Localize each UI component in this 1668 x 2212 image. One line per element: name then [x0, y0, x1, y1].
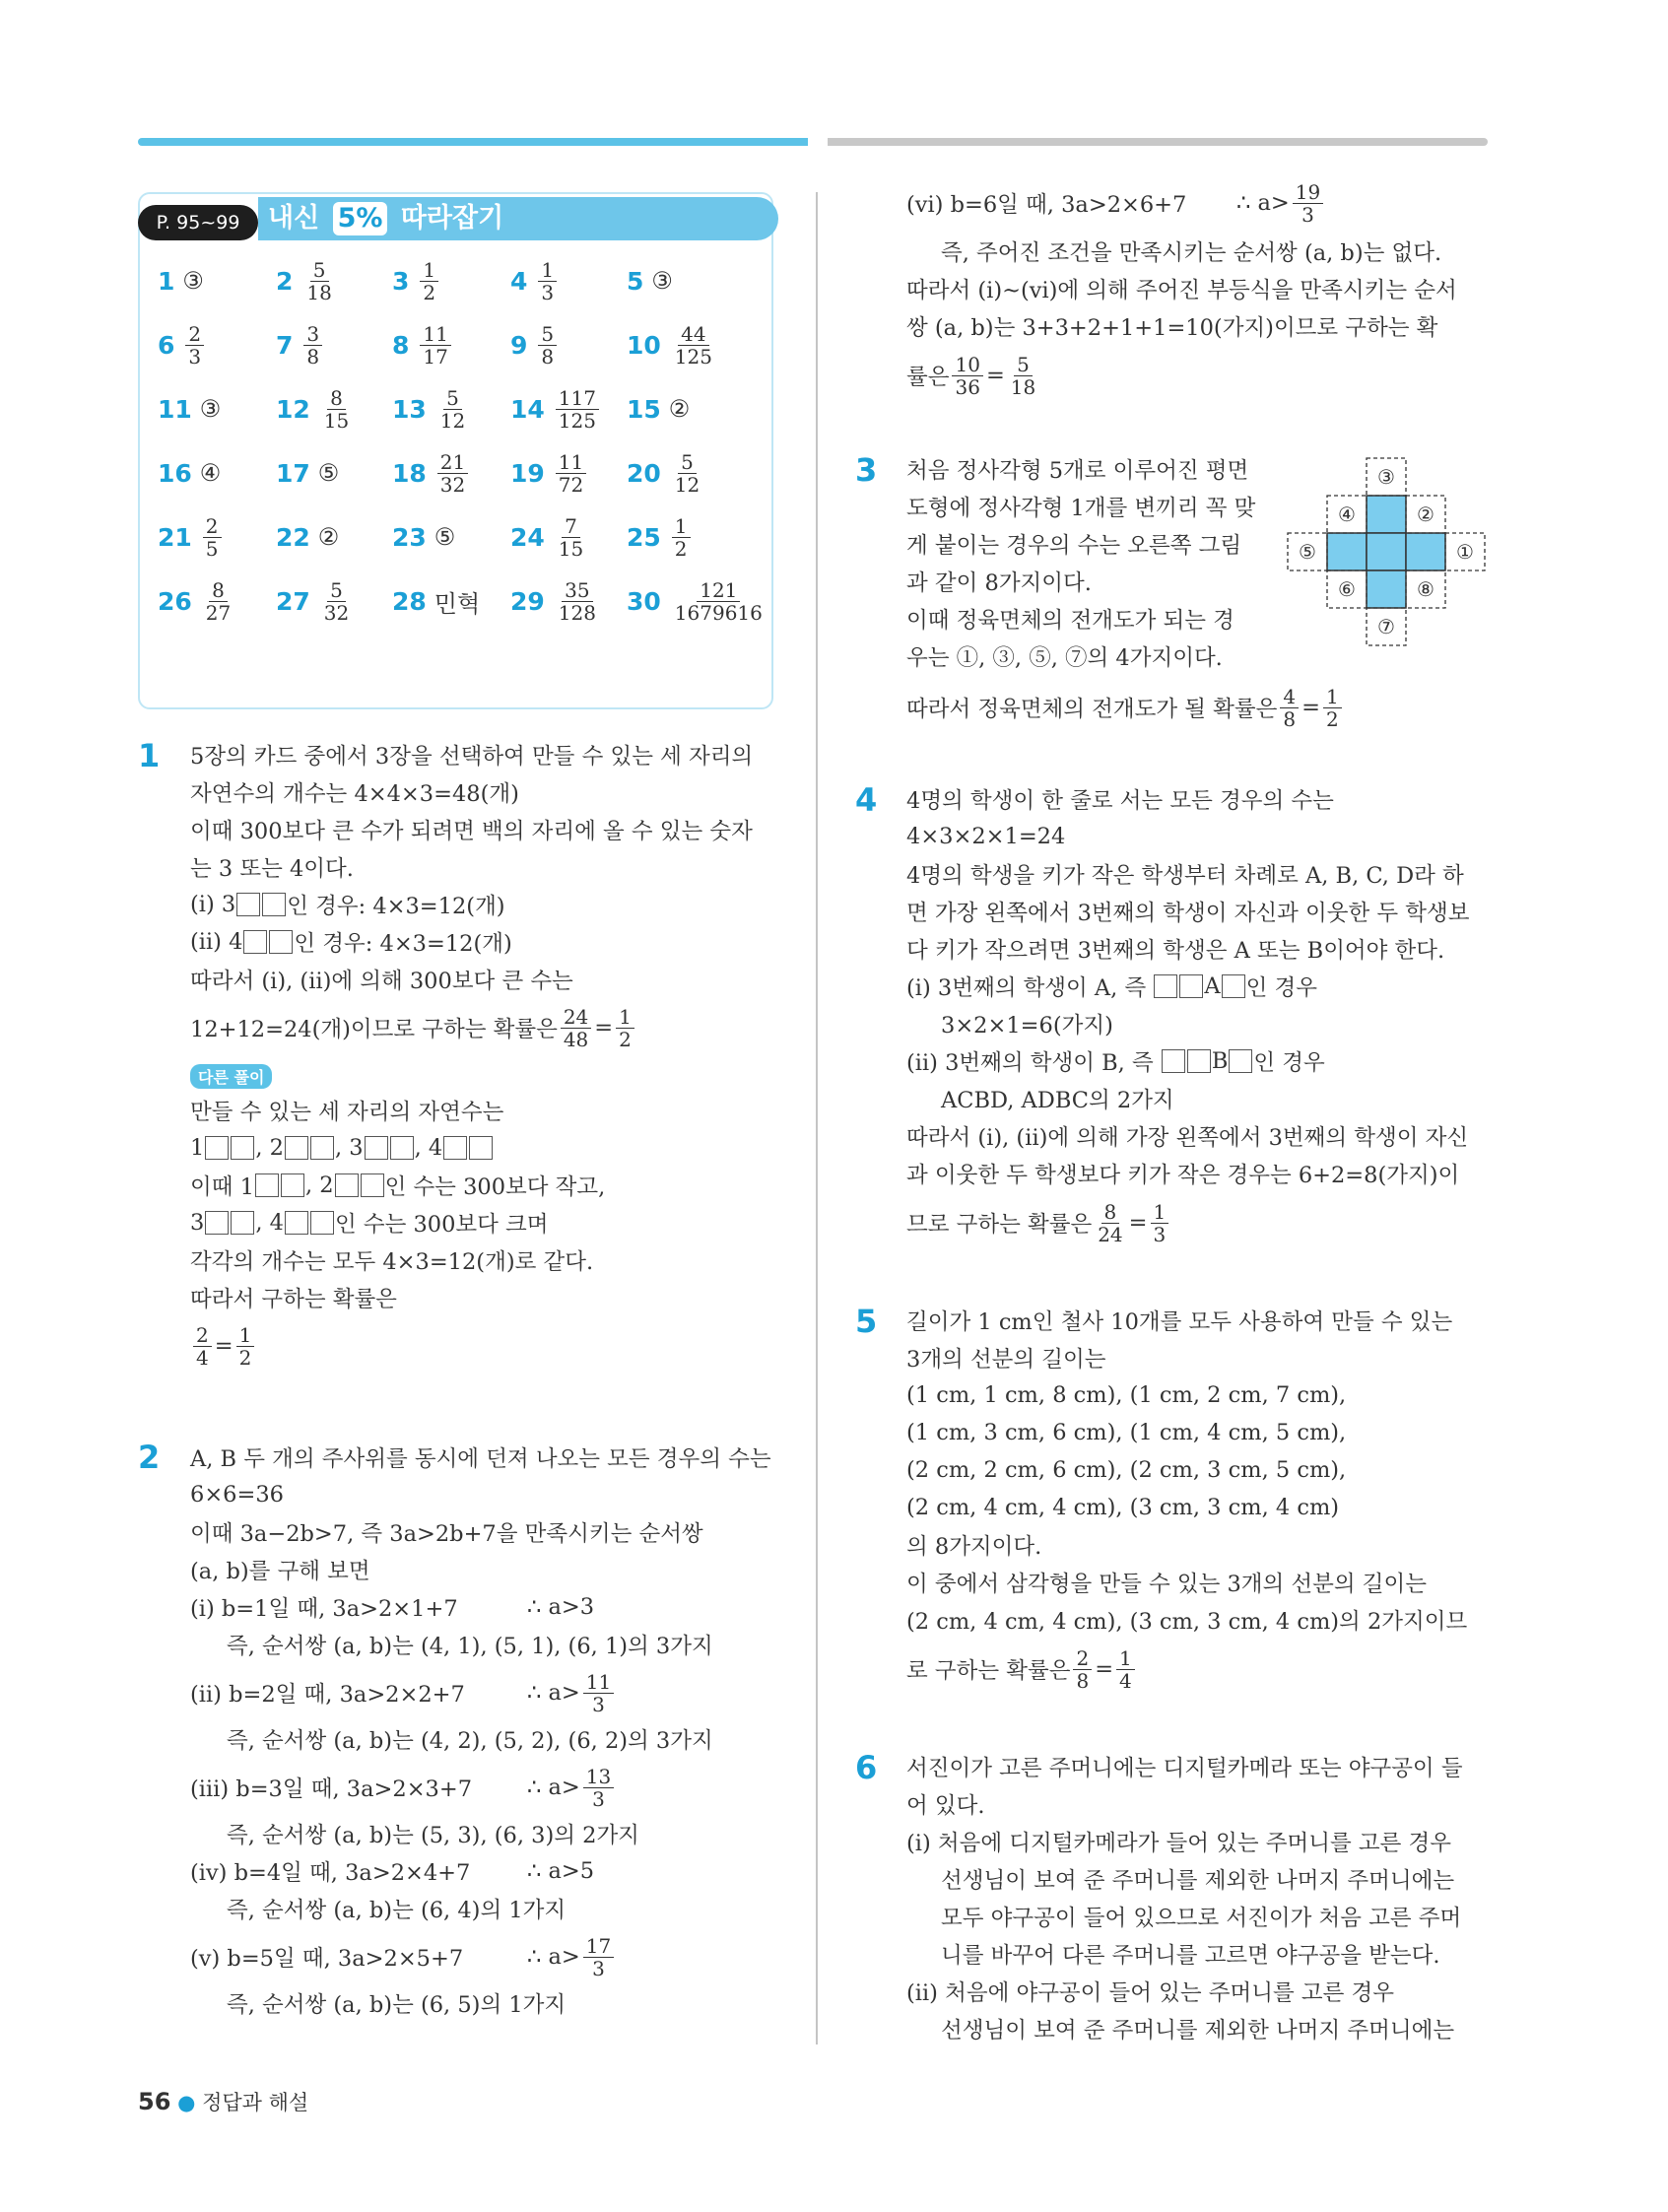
q3-line-2: 도형에 정사각형 1개를 변끼리 꼭 맞: [906, 496, 1256, 521]
q2-line-3: 이때 3a−2b>7, 즉 3a>2b+7을 만족시키는 순서쌍: [190, 1521, 703, 1547]
answer-item-1: 1 ③: [158, 266, 204, 296]
q5-line-2: 3개의 선분의 길이는: [906, 1347, 1106, 1373]
q2-end-1: 따라서 (ⅰ)~(ⅵ)에 의해 주어진 부등식을 만족시키는 순서: [906, 278, 1457, 303]
page-number: 56: [138, 2088, 171, 2115]
footer-label: 정답과 해설: [202, 2091, 309, 2114]
answer-item-14: 14 $\frac{117}{125}$: [510, 379, 602, 438]
question-number-4: 4: [855, 781, 878, 819]
q5-line-6: (2 cm, 4 cm, 4 cm), (3 cm, 3 cm, 4 cm): [906, 1495, 1340, 1520]
q1-case-1: (ⅰ) 3 인 경우: 4×3=12(개): [190, 892, 505, 919]
q2-line-4: (a, b)를 구해 보면: [190, 1559, 370, 1584]
q2-line-1: A, B 두 개의 주사위를 동시에 던져 나오는 모든 경우의 수는: [190, 1446, 771, 1472]
q5-line-7: 의 8가지이다.: [906, 1534, 1042, 1560]
answer-item-5: 5 ③: [627, 266, 673, 296]
answer-item-7: 7 $\frac{3}{8}$: [276, 315, 325, 374]
answer-item-18: 18 $\frac{21}{32}$: [392, 443, 471, 503]
question-number-3: 3: [855, 451, 878, 489]
q2-case-4-result: ∴ a>5: [527, 1858, 595, 1884]
q6-line-2: 어 있다.: [906, 1793, 985, 1819]
net-label-4: ④: [1338, 503, 1356, 526]
q4-end-3: 므로 구하는 확률은 $\frac{8}{24}$ = $\frac{1}{3}$: [906, 1197, 1171, 1248]
q2-case-2-sol: 즉, 순서쌍 (a, b)는 (4, 2), (5, 2), (6, 2)의 3가지: [227, 1728, 713, 1754]
net-label-6: ⑥: [1338, 577, 1356, 601]
q6-line-8: 선생님이 보여 준 주머니를 제외한 나머지 주머니에는: [941, 2018, 1455, 2044]
q3-line-4: 과 같이 8가지이다.: [906, 570, 1092, 596]
answer-item-16: 16 ④: [158, 458, 222, 488]
q2-case-3: (ⅲ) b=3일 때, 3a>2×3+7: [190, 1776, 473, 1802]
answer-item-15: 15 ②: [627, 394, 691, 424]
q5-result: 로 구하는 확률은 $\frac{2}{8}$ = $\frac{1}{4}$: [906, 1643, 1138, 1695]
q4-case-1-sol: 3×2×1=6(가지): [941, 1013, 1113, 1039]
answer-item-27: 27 $\frac{5}{32}$: [276, 577, 350, 625]
page-range-badge: P. 95~99: [138, 205, 258, 240]
q4-line-5: 다 키가 작으려면 3번째의 학생은 A 또는 B이어야 한다.: [906, 938, 1445, 964]
answer-item-3: 3 $\frac{1}{2}$: [392, 251, 441, 310]
answer-item-17: 17 ⑤: [276, 458, 340, 488]
page-footer: [138, 2087, 308, 2116]
q5-line-9: (2 cm, 4 cm, 4 cm), (3 cm, 3 cm, 4 cm)의 2가지이므: [906, 1609, 1468, 1635]
q6-line-1: 서진이가 고른 주머니에는 디지털카메라 또는 야구공이 들: [906, 1756, 1463, 1781]
net-label-3: ③: [1377, 465, 1395, 489]
answer-item-8: 8 $\frac{11}{17}$: [392, 315, 454, 374]
q2-case-3-result: ∴ a> $\frac{13}{3}$: [527, 1762, 617, 1813]
answer-item-24: 24 $\frac{7}{15}$: [510, 513, 584, 561]
q2-case-6-sol: 즉, 주어진 조건을 만족시키는 순서쌍 (a, b)는 없다.: [941, 240, 1442, 266]
net-label-5: ⑤: [1299, 540, 1316, 564]
q2-case-6-result: ∴ a> $\frac{19}{3}$: [1236, 177, 1326, 229]
question-number-6: 6: [855, 1749, 878, 1786]
cube-net-figure: [1286, 453, 1488, 650]
q4-case-2: (ⅱ) 3번째의 학생이 B, 즉 B 인 경우: [906, 1048, 1325, 1076]
answer-item-10: 10 $\frac{44}{125}$: [627, 321, 712, 369]
q2-end-3: 률은 $\frac{10}{36}$ = $\frac{5}{18}$: [906, 352, 1036, 399]
q5-line-5: (2 cm, 2 cm, 6 cm), (2 cm, 3 cm, 5 cm),: [906, 1457, 1347, 1483]
answer-item-29: 29 $\frac{35}{128}$: [510, 577, 596, 625]
q1-alt-result: $\frac{2}{4}$ = $\frac{1}{2}$: [190, 1320, 257, 1372]
q2-case-2: (ⅱ) b=2일 때, 3a>2×2+7: [190, 1682, 465, 1708]
q2-line-2: 6×6=36: [190, 1482, 284, 1508]
answer-item-25: 25 $\frac{1}{2}$: [627, 507, 694, 567]
answer-item-9: 9 $\frac{5}{8}$: [510, 315, 560, 374]
answer-item-22: 22 ②: [276, 522, 340, 552]
q2-case-4-sol: 즉, 순서쌍 (a, b)는 (6, 4)의 1가지: [227, 1898, 567, 1923]
q5-line-8: 이 중에서 삼각형을 만들 수 있는 3개의 선분의 길이는: [906, 1572, 1427, 1597]
column-divider: [816, 192, 818, 2044]
answer-item-28: 28 민혁: [392, 586, 481, 618]
q4-end-2: 과 이웃한 두 학생보다 키가 작은 경우는 6+2=8(가지)이: [906, 1163, 1460, 1188]
q2-end-2: 쌍 (a, b)는 3+3+2+1+1=10(가지)이므로 구하는 확: [906, 315, 1438, 341]
question-number-2: 2: [138, 1439, 161, 1476]
q3-line-5: 이때 정육면체의 전개도가 되는 경: [906, 608, 1234, 634]
q4-line-3: 4명의 학생을 키가 작은 학생부터 차례로 A, B, C, D라 하: [906, 863, 1464, 889]
q1-alt-line-1: 만들 수 있는 세 자리의 자연수는: [190, 1100, 504, 1125]
answer-item-19: 19 $\frac{11}{72}$: [510, 443, 589, 503]
answer-item-20: 20 $\frac{5}{12}$: [627, 449, 701, 497]
q6-line-3: (ⅰ) 처음에 디지털카메라가 들어 있는 주머니를 고른 경우: [906, 1831, 1451, 1856]
q6-line-6: 니를 바꾸어 다른 주머니를 고르면 야구공을 받는다.: [941, 1943, 1440, 1969]
q2-case-1: (ⅰ) b=1일 때, 3a>2×1+7: [190, 1596, 458, 1622]
answer-item-6: 6 $\frac{2}{3}$: [158, 315, 207, 374]
q2-case-6: (ⅵ) b=6일 때, 3a>2×6+7: [906, 192, 1187, 218]
title-pre: 내신: [268, 203, 320, 234]
q6-line-7: (ⅱ) 처음에 야구공이 들어 있는 주머니를 고른 경우: [906, 1980, 1394, 2006]
q3-line-3: 게 붙이는 경우의 수는 오른쪽 그림: [906, 533, 1242, 559]
q1-alt-line-5: 각각의 개수는 모두 4×3=12(개)로 같다.: [190, 1249, 594, 1275]
top-rule-left: [138, 138, 808, 146]
answer-item-30: 30 $\frac{121}{1679616}$: [627, 577, 763, 625]
q4-line-4: 면 가장 왼쪽에서 3번째의 학생이 자신과 이웃한 두 학생보: [906, 901, 1470, 926]
q2-case-1-sol: 즉, 순서쌍 (a, b)는 (4, 1), (5, 1), (6, 1)의 3가지: [227, 1634, 713, 1659]
q5-line-1: 길이가 1 cm인 철사 10개를 모두 사용하여 만들 수 있는: [906, 1309, 1453, 1335]
q4-case-2-sol: ACBD, ADBC의 2가지: [941, 1088, 1174, 1113]
q1-case-2: (ⅱ) 4 인 경우: 4×3=12(개): [190, 929, 512, 957]
net-label-1: ①: [1456, 540, 1474, 564]
q1-line-3: 이때 300보다 큰 수가 되려면 백의 자리에 올 수 있는 숫자: [190, 819, 753, 844]
alt-solution-tag: 다른 풀이: [190, 1064, 272, 1089]
net-label-2: ②: [1417, 503, 1434, 526]
answer-item-4: 4 $\frac{1}{3}$: [510, 251, 560, 310]
title-post: 따라잡기: [400, 203, 504, 234]
q1-alt-line-3: 이때 1 , 2 인 수는 300보다 작고,: [190, 1173, 606, 1200]
answer-item-12: 12 $\frac{8}{15}$: [276, 385, 350, 433]
q2-case-2-result: ∴ a> $\frac{11}{3}$: [527, 1667, 617, 1718]
q5-line-3: (1 cm, 1 cm, 8 cm), (1 cm, 2 cm, 7 cm),: [906, 1382, 1347, 1408]
q2-case-1-result: ∴ a>3: [527, 1594, 595, 1620]
answer-item-11: 11 ③: [158, 394, 222, 424]
q1-line-7: 따라서 (ⅰ), (ⅱ)에 의해 300보다 큰 수는: [190, 969, 573, 994]
q1-alt-line-4: 3 , 4 인 수는 300보다 크며: [190, 1210, 549, 1238]
q3-result: 따라서 정육면체의 전개도가 될 확률은 $\frac{4}{8}$ = $\frac{1}{2}$: [906, 682, 1345, 733]
q2-case-5-sol: 즉, 순서쌍 (a, b)는 (6, 5)의 1가지: [227, 1992, 567, 2018]
q1-line-1: 5장의 카드 중에서 3장을 선택하여 만들 수 있는 세 자리의: [190, 744, 754, 770]
answer-item-2: 2 $\frac{5}{18}$: [276, 257, 332, 304]
top-rule-right: [828, 138, 1488, 146]
q5-line-4: (1 cm, 3 cm, 6 cm), (1 cm, 4 cm, 5 cm),: [906, 1420, 1347, 1445]
answer-item-13: 13 $\frac{5}{12}$: [392, 385, 466, 433]
answer-item-26: 26 $\frac{8}{27}$: [158, 577, 232, 625]
q2-case-5: (ⅴ) b=5일 때, 3a>2×5+7: [190, 1946, 464, 1972]
q6-line-5: 모두 야구공이 들어 있으므로 서진이가 처음 고른 주머: [941, 1906, 1462, 1931]
q4-end-1: 따라서 (ⅰ), (ⅱ)에 의해 가장 왼쪽에서 3번째의 학생이 자신: [906, 1125, 1469, 1151]
net-label-8: ⑧: [1417, 577, 1434, 601]
net-label-7: ⑦: [1377, 615, 1395, 638]
section-title: [258, 197, 778, 240]
q3-line-6: 우는 ①, ③, ⑤, ⑦의 4가지이다.: [906, 645, 1223, 671]
q1-result: 12+12=24(개)이므로 구하는 확률은 $\frac{24}{48}$ = $\frac{1}{2}$: [190, 1003, 637, 1052]
title-five-percent: 5%: [333, 202, 388, 235]
q2-case-5-result: ∴ a> $\frac{17}{3}$: [527, 1931, 617, 1982]
q1-alt-line-2: 1 , 2 , 3 , 4: [190, 1129, 494, 1167]
answer-item-21: 21 $\frac{2}{5}$: [158, 507, 225, 567]
q1-line-2: 자연수의 개수는 4×4×3=48(개): [190, 781, 519, 807]
answer-item-23: 23 ⑤: [392, 522, 456, 552]
question-number-5: 5: [855, 1303, 878, 1340]
q4-case-1: (ⅰ) 3번째의 학생이 A, 즉 A 인 경우: [906, 973, 1317, 1001]
q3-line-1: 처음 정사각형 5개로 이루어진 평면: [906, 458, 1249, 484]
footer-bullet: ●: [177, 2091, 196, 2114]
q4-line-2: 4×3×2×1=24: [906, 824, 1066, 849]
q4-line-1: 4명의 학생이 한 줄로 서는 모든 경우의 수는: [906, 788, 1334, 814]
question-number-1: 1: [138, 737, 161, 774]
q1-alt-line-6: 따라서 구하는 확률은: [190, 1287, 397, 1312]
q2-case-4: (ⅳ) b=4일 때, 3a>2×4+7: [190, 1860, 471, 1886]
q2-case-3-sol: 즉, 순서쌍 (a, b)는 (5, 3), (6, 3)의 2가지: [227, 1823, 639, 1848]
q6-line-4: 선생님이 보여 준 주머니를 제외한 나머지 주머니에는: [941, 1868, 1455, 1894]
q1-line-4: 는 3 또는 4이다.: [190, 856, 354, 882]
